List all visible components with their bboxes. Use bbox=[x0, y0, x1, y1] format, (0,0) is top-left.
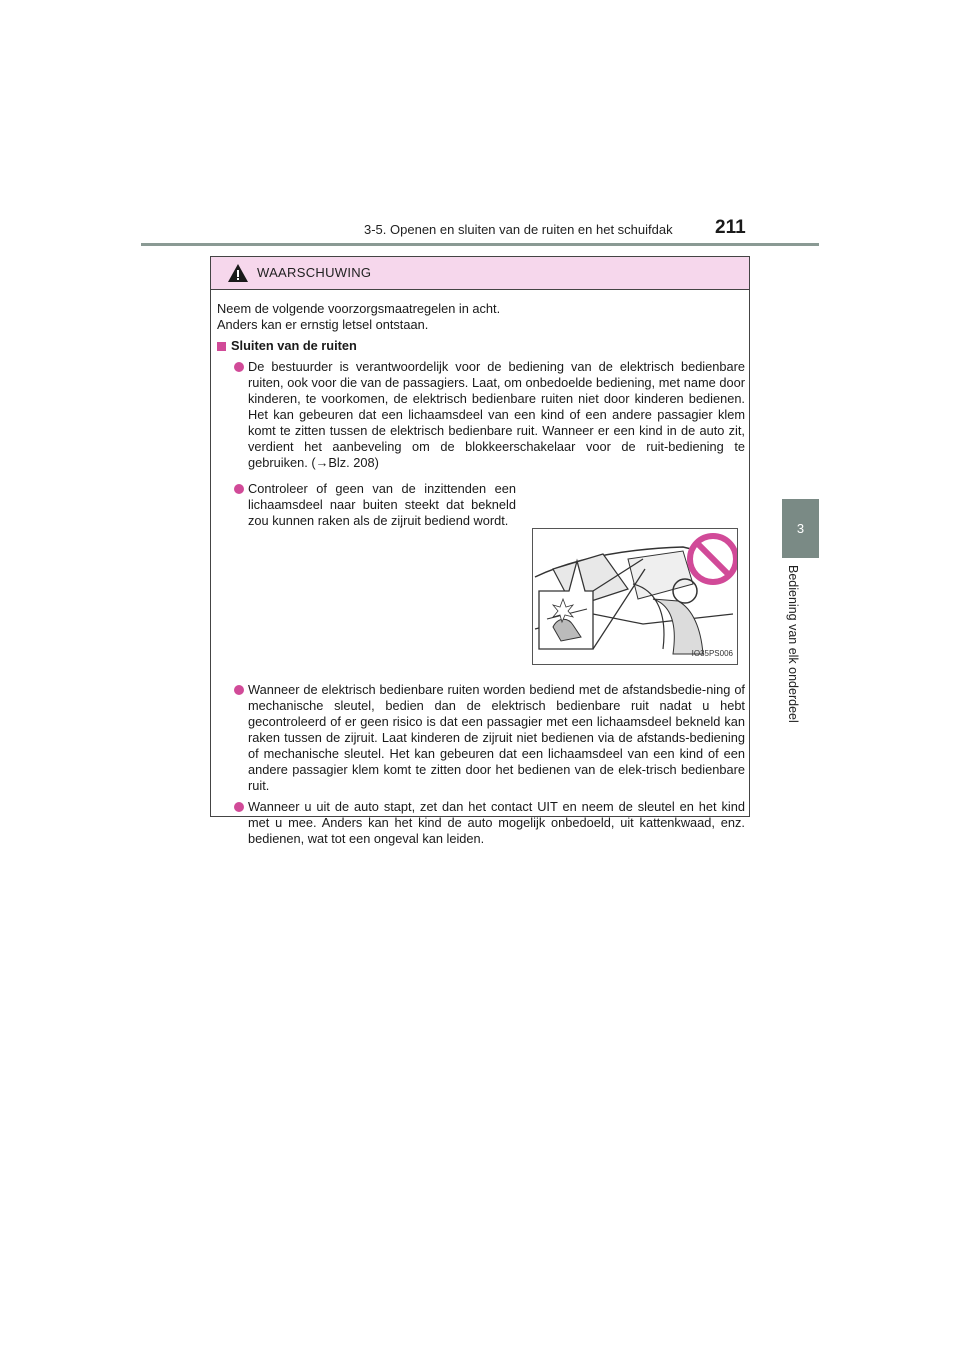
bullet-dot-icon bbox=[234, 484, 244, 494]
list-item bbox=[217, 682, 745, 794]
bullet-text: Controleer of geen van de inzittenden een lichaamsdeel naar buiten steekt dat bekneld zou kunnen raken als de zijruit bediend wordt. bbox=[248, 481, 516, 528]
car-window-illustration bbox=[533, 529, 737, 664]
warning-body bbox=[217, 301, 745, 846]
chapter-tab bbox=[782, 499, 819, 558]
header-rule bbox=[141, 243, 819, 246]
bullet-text: Wanneer de elektrisch bedienbare ruiten worden bediend met de afstandsbedie-ning of mechanische sleutel, bedien dan de elektrisch bedienbare ruit nadat u hebt gecontroleerd of er geen risico is dat een passagier met een lichaamsdeel bekneld kan raken tussen de zijruit. Laat kinderen de zijruit niet bedienen via de afstands-bediening of mechanische sleutel. Het kan gebeuren dat een lichaamsdeel van een kind of een andere passagier klem komt te zitten door het bedienen van de elek-trisch bedienbare ruit. bbox=[248, 682, 745, 793]
list-item bbox=[217, 359, 745, 471]
section-title: 3-5. Openen en sluiten van de ruiten en het schuifdak bbox=[364, 222, 673, 237]
warning-triangle-icon bbox=[227, 263, 249, 283]
bullet-dot-icon bbox=[234, 685, 244, 695]
warning-box bbox=[210, 256, 750, 846]
figure-row bbox=[217, 481, 745, 529]
bullet-text: Wanneer u uit de auto stapt, zet dan het contact UIT en neem de sleutel en het kind met u mee. Anders kan het kind de auto mogelijk onbedoeld, uit kattenkwaad, enz. bedienen, wat tot een ongeval kan leiden. bbox=[248, 799, 745, 846]
square-bullet-icon bbox=[217, 342, 226, 351]
bullet-dot-icon bbox=[234, 802, 244, 812]
page-header bbox=[0, 0, 960, 250]
bullet-text: De bestuurder is verantwoordelijk voor de bediening van de elektrisch bedienbare ruiten, ook voor die van de passagiers. Laat, om onbedoelde bediening, met name door kinderen, te voorkomen, de elektrisch bedienbare ruiten niet door kinderen bedienen. Het kan gebeuren dat een lichaamsdeel van een kind of een andere passagier klem komt te zitten tussen de elektrisch bedienbare ruit. Wanneer er een kind in de auto zit, verdient het aanbeveling om de blokkeerschakelaar voor de ruit-bediening te gebruiken. (→Blz. 208) bbox=[248, 359, 745, 470]
chapter-label: Bediening van elk onderdeel bbox=[786, 565, 800, 723]
warning-intro: Neem de volgende voorzorgsmaatregelen in acht. Anders kan er ernstig letsel ontstaan. bbox=[217, 301, 501, 332]
subhead-label: Sluiten van de ruiten bbox=[231, 338, 357, 353]
warning-title: WAARSCHUWING bbox=[257, 265, 372, 280]
list-item bbox=[217, 799, 745, 847]
list-item bbox=[217, 481, 516, 529]
warning-header bbox=[211, 257, 749, 290]
lower-bullets bbox=[217, 677, 745, 847]
bullet-dot-icon bbox=[234, 362, 244, 372]
figure-code: IO35PS006 bbox=[691, 649, 733, 658]
page-number: 211 bbox=[715, 217, 746, 238]
illustration-figure bbox=[532, 528, 738, 665]
subhead bbox=[217, 338, 745, 354]
chapter-number: 3 bbox=[796, 521, 805, 536]
